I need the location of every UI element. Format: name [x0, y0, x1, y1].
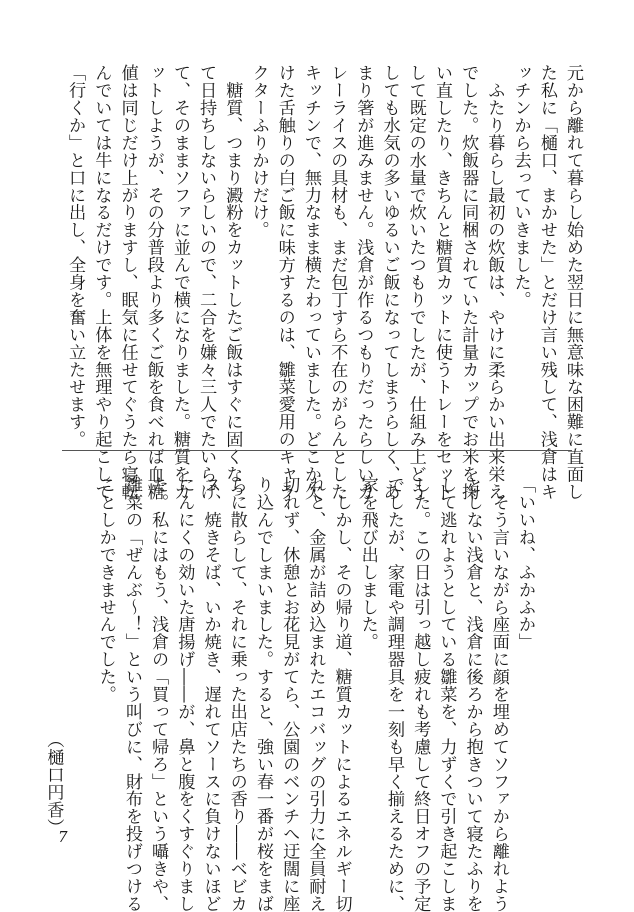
lower-line: た。私にはもう、浅倉の「買って帰ろ」という囁きや、 — [148, 476, 169, 912]
upper-line: けた舌触りの白ご飯に味方するのは、雛菜愛用のキャラ — [274, 64, 295, 501]
upper-line: ッチンから去っていきました。 — [510, 64, 531, 309]
upper-line: しても水気の多いゆるいご飯になってしまうらしく、あ — [379, 64, 400, 501]
lower-line: ことしかできませんでした。 — [95, 476, 116, 703]
lower-line: らに散らして、それに乗った出店たちの香り――ベビカ — [226, 476, 247, 912]
upper-line: でした。炊飯器に同梱されていた計量カップでお米を掬 — [458, 64, 479, 501]
lower-line: そう言いながら座面に顔を埋めてソファから離れよう — [488, 476, 509, 912]
lower-line: して逃れようとしている雛菜を、力ずくで引き起こしま — [436, 476, 457, 912]
upper-line: い直したり、きちんと糖質カットに使うトレーをセット — [431, 64, 452, 501]
upper-line: 元から離れて暮らし始めた翌日に無意味な困難に直面し — [563, 64, 583, 501]
lower-line: り込んでしまいました。すると、強い春一番が桜をまば — [252, 476, 273, 912]
upper-line: んでいては牛になるだけです。上体を無理やり起こして — [91, 64, 112, 501]
section-divider — [62, 450, 572, 451]
lower-line: 切れず、休憩とお花見がてら、公園のベンチへ迂闊に座 — [279, 476, 300, 912]
upper-line: て、そのままソファに並んで横になりました。糖質をカ — [169, 64, 190, 501]
upper-line: 「行くか」と口に出し、全身を奮い立たせます。 — [65, 64, 86, 448]
page-number: 7 — [58, 828, 68, 846]
upper-line: キッチンで、無力なまま横たわっていました。どこか欠 — [300, 64, 321, 501]
lower-text-block — [40, 476, 538, 912]
upper-line: た私に「樋口、まかせた」とだけ言い残して、浅倉はキ — [536, 64, 557, 501]
lower-line: としない浅倉と、浅倉に後ろから抱きついて寝たふりを — [462, 476, 483, 912]
upper-line: 値は同じだけ上がりますし、眠気に任せてぐうたら寝転 — [117, 64, 138, 501]
lower-line: にんにくの効いた唐揚げ――が、鼻と腹をくすぐりまし — [174, 476, 195, 912]
upper-line: レーライスの具材も、まだ包丁すら不在のがらんとした — [327, 64, 348, 501]
lower-line: した。この日は引っ越し疲れも考慮して終日オフの予定 — [410, 476, 431, 912]
lower-line: 家を飛び出しました。 — [357, 476, 378, 651]
upper-line: 糖質、つまり澱粉をカットしたご飯はすぐに固くなっ — [222, 64, 243, 501]
upper-line: クターふりかけだけ。 — [248, 64, 269, 239]
author-credit: （樋口円香） — [43, 731, 64, 836]
lower-line: れと、金属が詰め込まれたエコバッグの引力に全員耐え — [305, 476, 326, 912]
lower-line: 雛菜の「ぜんぶ〜！」という叫びに、財布を投げつける — [121, 476, 142, 912]
lower-line: ス、焼きそば、いか焼き、遅れてソースに負けないほど — [200, 476, 221, 912]
upper-line: まり箸が進みません。浅倉が作るつもりだったらしいカ — [353, 64, 374, 501]
upper-line: て日持ちしないらしいので、二合を嫌々三人でたいらげ — [196, 64, 217, 501]
lower-line: 「いいね、ふかふか」 — [515, 476, 535, 651]
upper-text-block — [62, 64, 586, 501]
upper-line: ふたり暮らし最初の炊飯は、やけに柔らかい出来栄え — [484, 64, 505, 501]
lower-line: しかし、その帰り道、糖質カットによるエネルギー切 — [331, 476, 352, 912]
author-spacer — [66, 476, 92, 836]
lower-line: でしたが、家電や調理器具を一刻も早く揃えるために、 — [383, 476, 404, 912]
upper-line: ットしようが、その分普段より多くご飯を食べれば血糖 — [143, 64, 164, 501]
upper-line: して既定の水量で炊いたつもりでしたが、仕組み上どう — [405, 64, 426, 501]
